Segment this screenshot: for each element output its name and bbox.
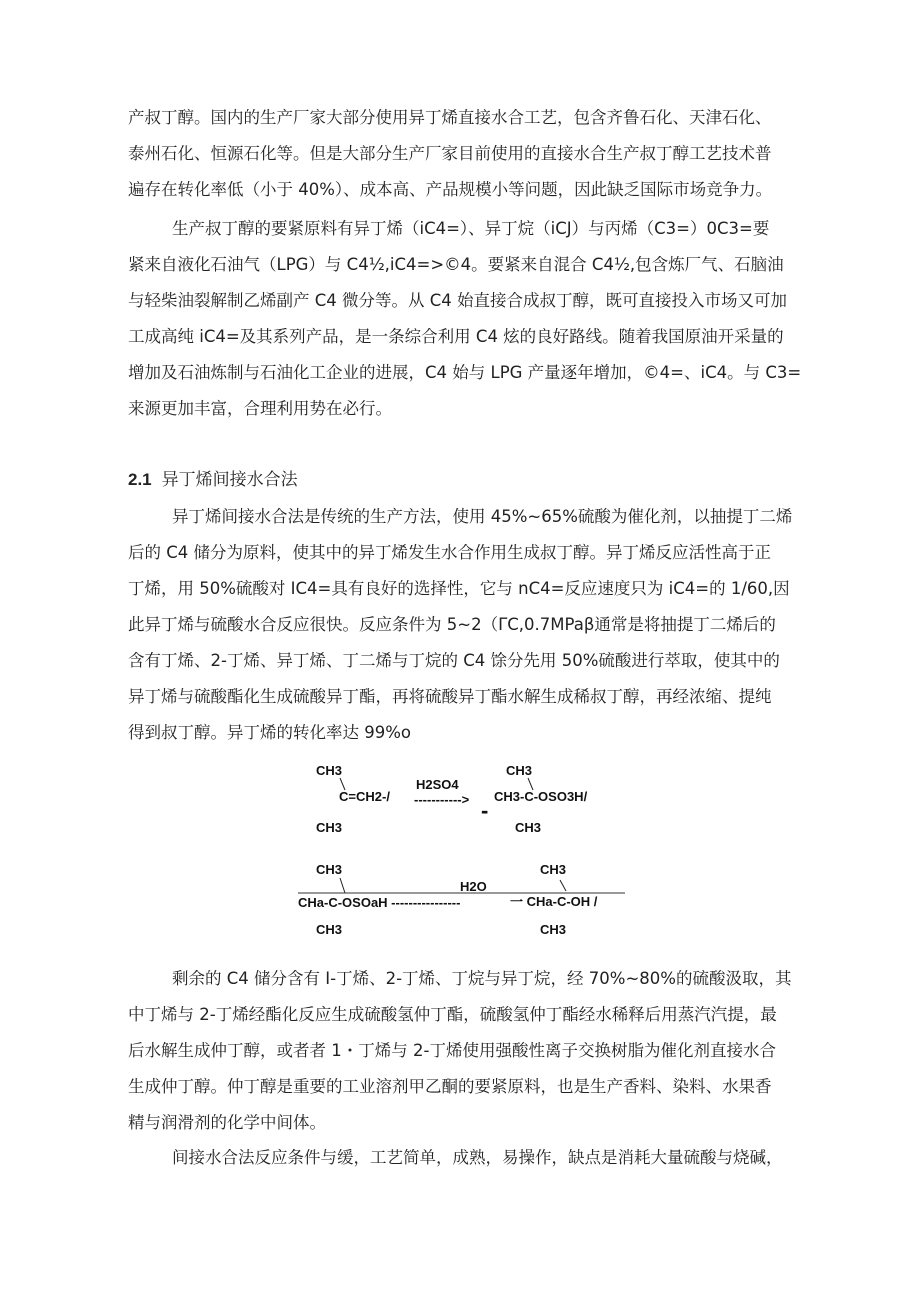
text-line: 泰州石化、恒源石化等。但是大部分生产厂家目前使用的直接水合生产叔丁醇工艺技术普 bbox=[128, 144, 772, 163]
paragraph-remaining-c4 bbox=[128, 961, 800, 1141]
text-line: 后水解生成仲丁醇，或者者 1・丁烯与 2-丁烯使用强酸性离子交换树脂为催化剂直接水合 bbox=[128, 1041, 776, 1060]
text-line: 生产叔丁醇的要紧原料有异丁烯（iC4=）、异丁烷（iCJ）与丙烯（C3=）0C3=要 bbox=[172, 219, 770, 238]
text-line: 精与润滑剂的化学中间体。 bbox=[128, 1113, 326, 1132]
section-title: 异丁烯间接水合法 bbox=[161, 470, 298, 490]
text-line: 产叔丁醇。国内的生产厂家大部分使用异丁烯直接水合工艺，包含齐鲁石化、天津石化、 bbox=[128, 108, 772, 127]
r1-dash-mark: - bbox=[481, 798, 489, 823]
text-line: 剩余的 C4 储分含有 I-丁烯、2-丁烯、丁烷与异丁烷，经 70%~80%的硫酸汲取，其 bbox=[172, 969, 792, 988]
section-number: 2.1 bbox=[128, 470, 152, 489]
text-line: 此异丁烯与硫酸水合反应很快。反应条件为 5~2（ΓC,0.7MPaβ通常是将抽提丁二烯后的 bbox=[128, 615, 776, 634]
r1-right-top-group: CH3 bbox=[506, 763, 533, 778]
text-line: 生成仲丁醇。仲丁醇是重要的工业溶剂甲乙酮的要紧原料，也是生产香料、染料、水果香 bbox=[128, 1077, 772, 1096]
r1-left-top-group: CH3 bbox=[316, 763, 343, 778]
r2-right-bond bbox=[560, 880, 566, 891]
r2-left-top-group: CH3 bbox=[316, 862, 343, 877]
r1-arrow: -----------> bbox=[414, 792, 470, 807]
text-line: 含有丁烯、2-丁烯、异丁烯、丁二烯与丁烷的 C4 馀分先用 50%硫酸进行萃取，使其中的 bbox=[128, 651, 780, 670]
r2-reagent: H2O bbox=[460, 879, 487, 894]
paragraph-pros-cons bbox=[128, 1140, 800, 1176]
r1-left-bond bbox=[340, 778, 345, 790]
r1-product: CH3-C-OSO3H/ bbox=[494, 789, 588, 804]
text-line: 异丁烯与硫酸酯化生成硫酸异丁酯，再将硫酸异丁酯水解生成稀叔丁醇，再经浓缩、提纯 bbox=[128, 687, 772, 706]
r1-left-main-chain: C=CH2-/ bbox=[339, 789, 390, 804]
text-line: 与轻柴油裂解制乙烯副产 C4 微分等。从 C4 始直接合成叔丁醇，既可直接投入市场又可加 bbox=[128, 291, 788, 310]
text-line: 异丁烯间接水合法是传统的生产方法，使用 45%~65%硫酸为催化剂，以抽提丁二烯 bbox=[172, 507, 793, 526]
text-line: 来源更加丰富，合理利用势在必行。 bbox=[128, 399, 392, 418]
text-line: 得到叔丁醇。异丁烯的转化率达 99%o bbox=[128, 723, 412, 742]
text-line: 丁烯，用 50%硫酸对 IC4=具有良好的选择性，它与 nC4=反应速度只为 iC4=的 1/60,因 bbox=[128, 579, 790, 598]
r1-right-bond bbox=[528, 778, 533, 790]
text-line: 中丁烯与 2-丁烯经酯化反应生成硫酸氢仲丁酯，硫酸氢仲丁酯经水稀释后用蒸汽汽提，最 bbox=[128, 1005, 777, 1024]
r1-right-bottom-group: CH3 bbox=[515, 820, 542, 835]
r2-product: 一 CHa-C-OH / bbox=[510, 894, 598, 909]
text-line: 后的 C4 储分为原料，使其中的异丁烯发生水合作用生成叔丁醇。异丁烯反应活性高于正 bbox=[128, 543, 772, 562]
text-line: 间接水合法反应条件与缓，工艺简单，成熟，易操作，缺点是消耗大量硫酸与烧碱， bbox=[172, 1148, 783, 1167]
r2-right-top-group: CH3 bbox=[540, 862, 567, 877]
text-line: 遍存在转化率低（小于 40%）、成本高、产品规模小等问题，因此缺乏国际市场竞争力。 bbox=[128, 180, 773, 199]
r2-right-bottom-group: CH3 bbox=[540, 922, 567, 937]
r1-reagent: H2SO4 bbox=[416, 777, 459, 792]
r1-left-bottom-group: CH3 bbox=[316, 820, 343, 835]
r2-left-bottom-group: CH3 bbox=[316, 922, 343, 937]
text-line: 紧来自液化石油气（LPG）与 C4½,iC4=>©4。要紧来自混合 C4½,包含炼厂气、石脑油 bbox=[128, 255, 784, 274]
text-line: 工成高纯 iC4=及其系列产品，是一条综合利用 C4 炫的良好路线。随着我国原油开采量的 bbox=[128, 327, 784, 346]
r2-left-main-chain: CHa-C-OSOaH ---------------- bbox=[298, 895, 461, 910]
r2-left-bond bbox=[340, 878, 345, 893]
text-line: 增加及石油炼制与石油化工企业的进展，C4 始与 LPG 产量逐年增加，©4=、iC4。与 C3= bbox=[128, 363, 802, 382]
